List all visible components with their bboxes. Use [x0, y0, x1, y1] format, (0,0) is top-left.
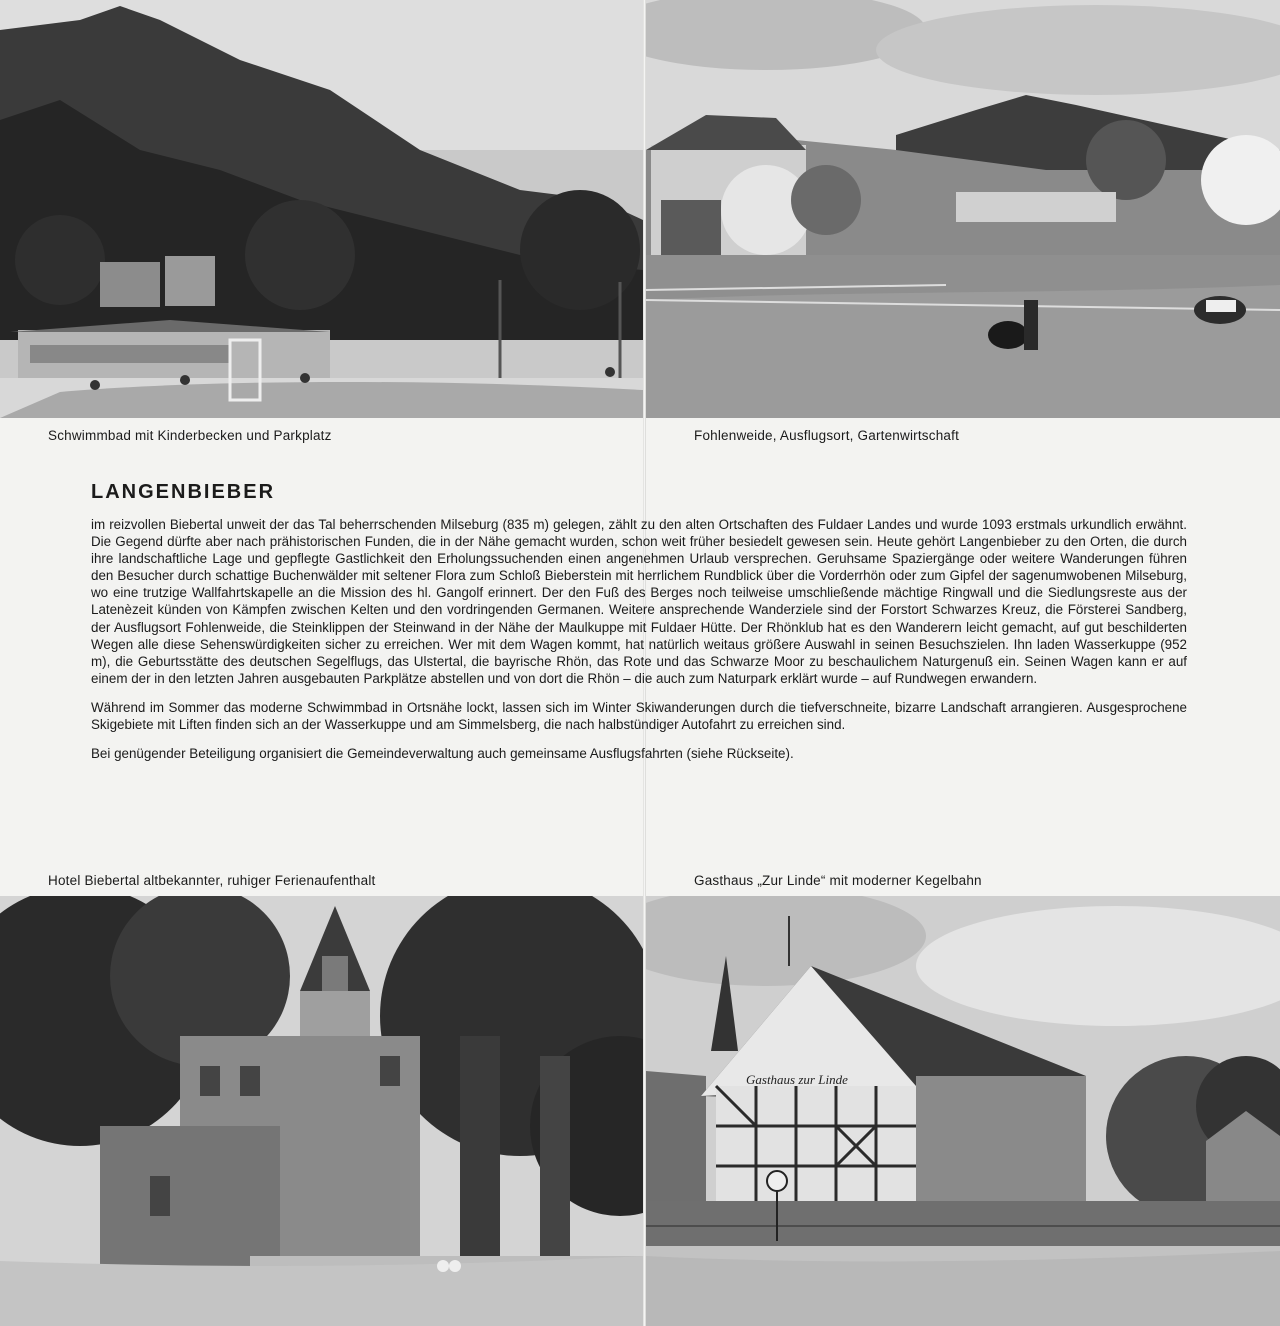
- article-paragraph: im reizvollen Biebertal unweit der das Tal beherrschenden Milseburg (835 m) gelegen, zählt zu den alten Ortschaften des Fuldaer Landes und wurde 1093 erstmals urkundlich erwähnt. Die Gegend dürfte aber nach prähistorischen Funden, die in der Nähe gemacht wurden, schon weit früher besiedelt gewesen sein. Heute gehört Langenbieber zu den Orten, die durch ihre landschaftliche Lage und gepflegte Gastlichkeit den Erholungssuchenden einen angenehmen Urlaub versprechen. Geruhsame Spaziergänge oder weitere Wanderungen führen den Besucher durch schattige Buchenwälder mit seltener Flora zum Schloß Bieberstein mit herrlichem Rundblick über die Vorderrhön oder zum Gipfel der sagenumwobenen Milseburg, wo eine trutzige Wallfahrtskapelle an die Mission des hl. Gangolf erinnert. Der den Fuß des Berges noch teilweise umschließende mächtige Ringwall und die Siedlungsreste aus der Latenèzeit künden von Kämpfen zwischen Kelten und den vordringenden Germanen. Weitere ansprechende Wanderziele sind der Forstort Schwarzes Kreuz, die Försterei Sandberg, der Ausflugsort Fohlenweide, die Steinklippen der Steinwand in der Nähe der Maulkuppe mit Fuldaer Hütte. Der Rhönklub hat es den Wanderern leicht gemacht, auf gut beschilderten Wegen alle diese Sehenswürdigkeiten sicher zu erreichen. Wer mit dem Wagen kommt, hat natürlich weitaus größere Auswahl in seinen Besuchszielen. Ihn laden Wasserkuppe (952 m), die Geburtsstätte des deutschen Segelflugs, das Ulstertal, die bayrische Rhön, das Rote und das Schwarze Moor zu beschaulichem Naturgenuß ein. Seinen Wagen kann er auf einem der in den letzten Jahren ausgebauten Parkplätze abstellen und von dort die Rhön – die auch zum Naturpark erklärt wurde – auf Rundwegen erwandern.: [91, 517, 1187, 686]
- caption-foal-pasture: Fohlenweide, Ausflugsort, Gartenwirtschaft: [694, 428, 960, 443]
- caption-swimming-pool: Schwimmbad mit Kinderbecken und Parkplatz: [48, 428, 332, 443]
- swimming-pool-illustration: [0, 0, 643, 418]
- inn-sign-text: Gasthaus zur Linde: [746, 1072, 848, 1087]
- photo-swimming-pool: [0, 0, 643, 418]
- article-paragraph: Während im Sommer das moderne Schwimmbad in Ortsnähe lockt, lassen sich im Winter Skiwanderungen durch die tiefverschneite, bizarre Landschaft arrangieren. Ausgesprochene Skigebiete mit Liften finden sich an der Wasserkuppe und am Simmelsberg, die nach halbstündiger Autofahrt zu erreichen sind.: [91, 699, 1187, 733]
- photo-foal-pasture: [646, 0, 1280, 418]
- caption-gasthaus: Gasthaus „Zur Linde“ mit moderner Kegelbahn: [694, 873, 982, 888]
- article-body: [91, 516, 1187, 774]
- foal-pasture-illustration: [646, 0, 1280, 418]
- photo-hotel-biebertal: [0, 896, 643, 1326]
- article-paragraph: Bei genügender Beteiligung organisiert die Gemeindeverwaltung auch gemeinsame Ausflugsfahrten (siehe Rückseite).: [91, 746, 794, 762]
- hotel-biebertal-illustration: [0, 896, 643, 1326]
- article-title: LANGENBIEBER: [91, 481, 276, 503]
- gasthaus-illustration: [646, 896, 1280, 1326]
- photo-gasthaus-zur-linde: [646, 896, 1280, 1326]
- caption-hotel: Hotel Biebertal altbekannter, ruhiger Ferienaufenthalt: [48, 873, 376, 888]
